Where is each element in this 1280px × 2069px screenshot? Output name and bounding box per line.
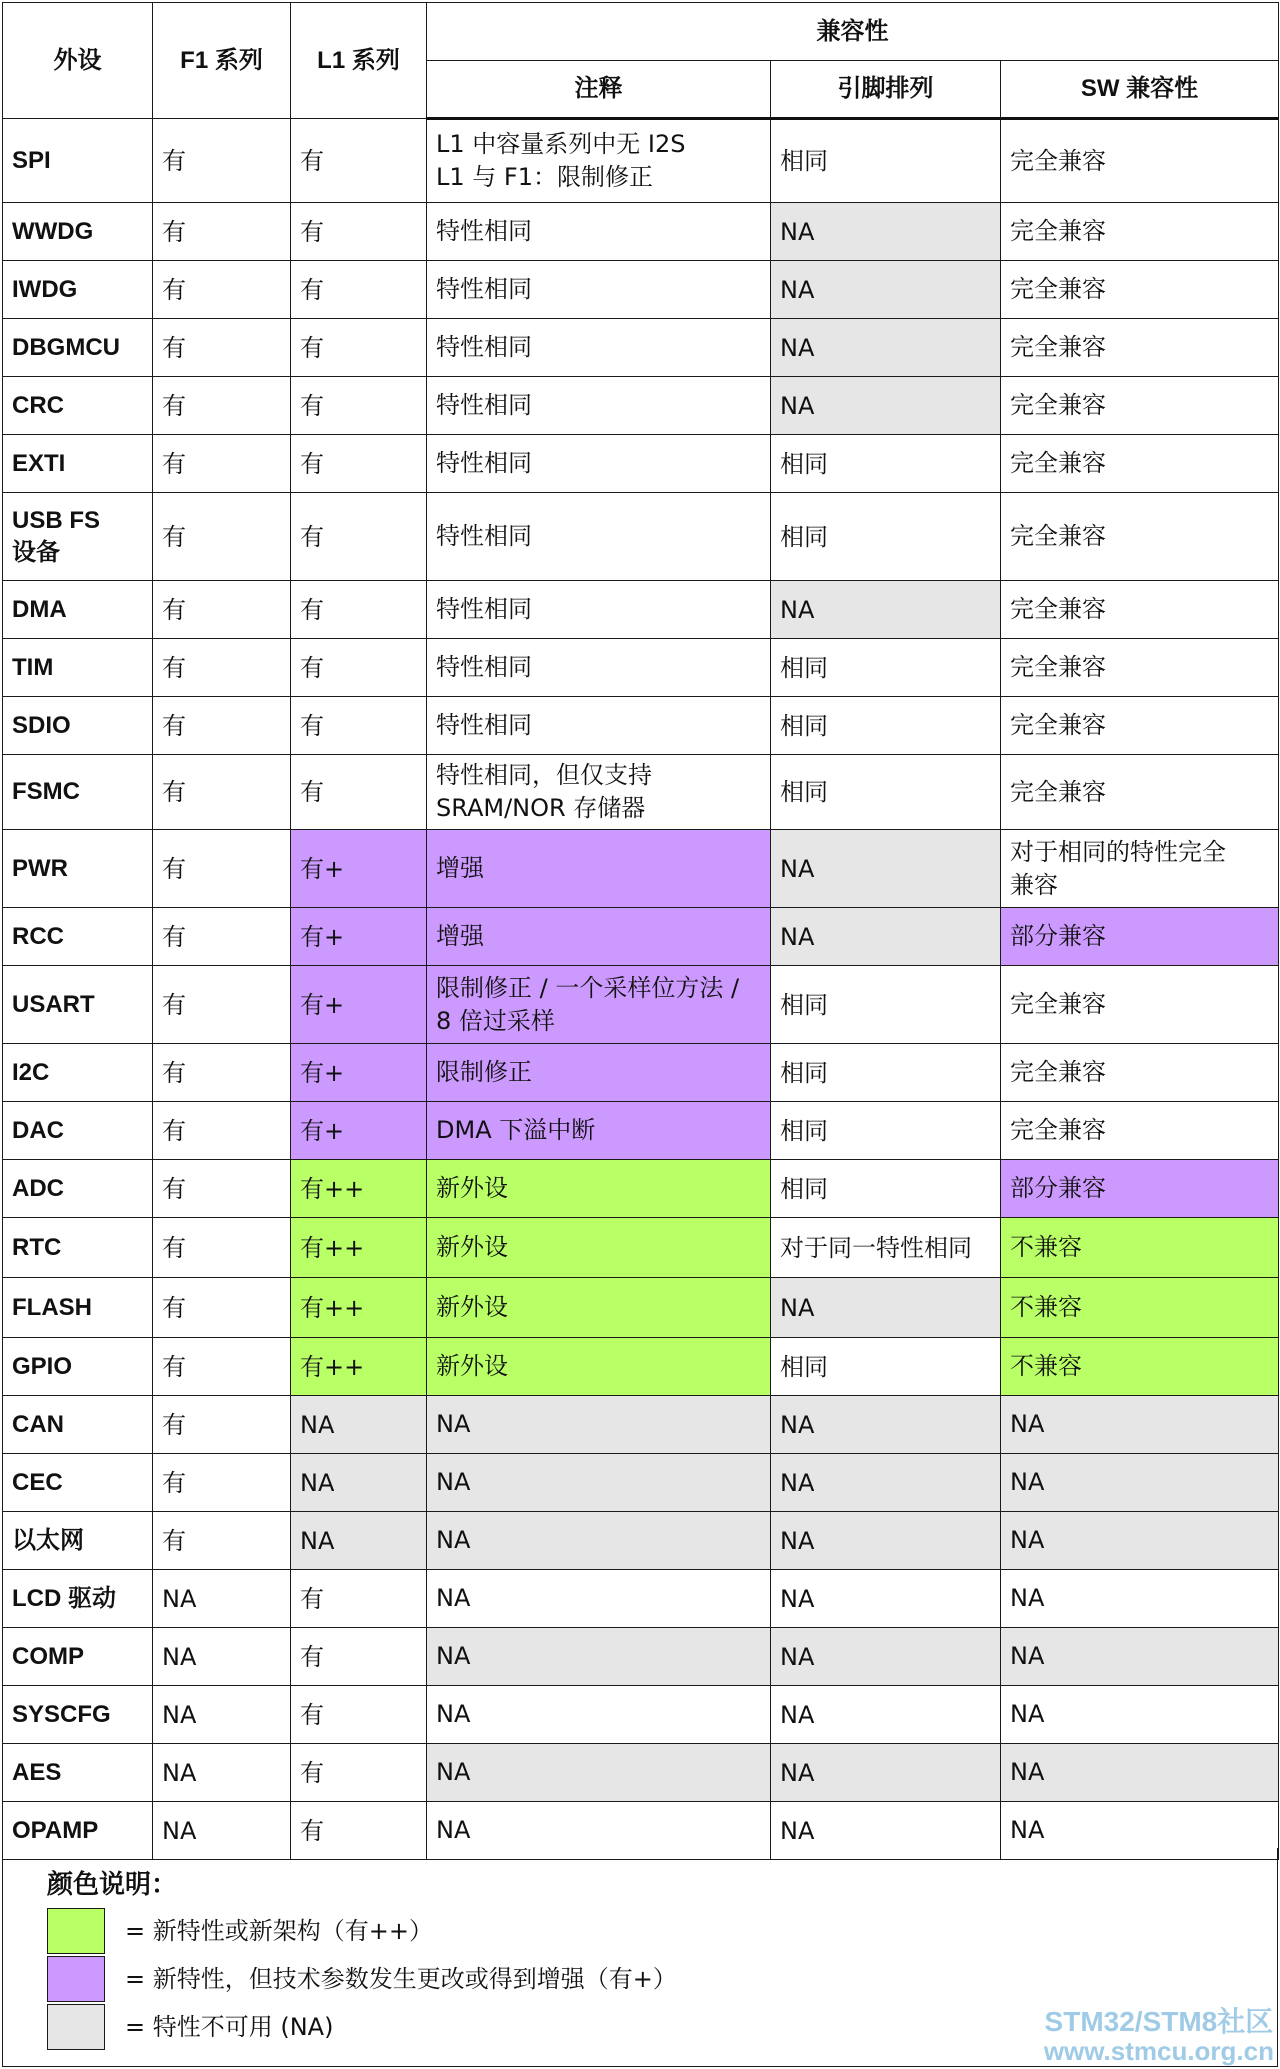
notes-cell (427, 1454, 771, 1512)
notes-cell (427, 319, 771, 377)
sw-compat-cell (1001, 1512, 1279, 1570)
notes-line: 增强 (436, 922, 484, 950)
sw-compat-cell (1001, 1628, 1279, 1686)
l1-availability: 有++ (291, 1160, 427, 1218)
sw-compat-line: 完全兼容 (1010, 1116, 1106, 1144)
notes-cell (427, 1512, 771, 1570)
notes-line: 新外设 (436, 1352, 508, 1380)
pinout-cell: 相同 (771, 755, 1001, 830)
pinout-cell: NA (771, 203, 1001, 261)
sw-compat-line: 完全兼容 (1010, 653, 1106, 681)
l1-availability: 有 (291, 1570, 427, 1628)
table-row (3, 1686, 1279, 1744)
header-sw-compat: SW 兼容性 (1001, 61, 1279, 119)
sw-compat-cell (1001, 435, 1279, 493)
header-l1-series: L1 系列 (291, 3, 427, 119)
l1-availability: 有+ (291, 830, 427, 908)
table-row (3, 755, 1279, 830)
pinout-cell: NA (771, 1512, 1001, 1570)
table-row (3, 966, 1279, 1044)
sw-compat-cell (1001, 966, 1279, 1044)
notes-line: NA (436, 1700, 471, 1728)
sw-compat-line: 部分兼容 (1010, 1174, 1106, 1202)
f1-availability: 有 (153, 1218, 291, 1278)
peripheral-name: DMA (3, 581, 153, 639)
f1-availability: 有 (153, 377, 291, 435)
l1-availability: 有 (291, 581, 427, 639)
f1-availability: NA (153, 1744, 291, 1802)
l1-availability: 有 (291, 1628, 427, 1686)
notes-line: 限制修正 (436, 1058, 532, 1086)
notes-line: DMA 下溢中断 (436, 1116, 596, 1144)
f1-availability: 有 (153, 493, 291, 581)
sw-compat-line: 完全兼容 (1010, 595, 1106, 623)
sw-compat-line: 完全兼容 (1010, 711, 1106, 739)
notes-cell (427, 830, 771, 908)
notes-cell (427, 493, 771, 581)
peripheral-name: FSMC (3, 755, 153, 830)
peripheral-name-line: 设备 (12, 538, 60, 566)
notes-cell (427, 639, 771, 697)
table-row (3, 493, 1279, 581)
pinout-cell: NA (771, 1278, 1001, 1338)
sw-compat-line: NA (1010, 1526, 1045, 1554)
header-peripheral: 外设 (3, 3, 153, 119)
notes-cell (427, 1218, 771, 1278)
sw-compat-line: 完全兼容 (1010, 217, 1106, 245)
sw-compat-cell (1001, 493, 1279, 581)
sw-compat-cell (1001, 697, 1279, 755)
sw-compat-line: 不兼容 (1010, 1233, 1082, 1261)
peripheral-name: 以太网 (3, 1512, 153, 1570)
notes-line: 新外设 (436, 1293, 508, 1321)
peripheral-name-line: USB FS (12, 506, 101, 534)
watermark-line1: STM32/STM8社区 (1044, 2006, 1274, 2037)
peripheral-name: LCD 驱动 (3, 1570, 153, 1628)
f1-availability: 有 (153, 119, 291, 203)
sw-compat-cell (1001, 1338, 1279, 1396)
sw-compat-cell (1001, 1570, 1279, 1628)
notes-cell (427, 1044, 771, 1102)
pinout-cell: 相同 (771, 1044, 1001, 1102)
notes-line: 特性相同 (436, 217, 532, 245)
l1-availability: 有 (291, 697, 427, 755)
notes-line: NA (436, 1758, 471, 1786)
l1-availability: 有 (291, 319, 427, 377)
table-row (3, 1454, 1279, 1512)
table-row (3, 1628, 1279, 1686)
pinout-cell: 相同 (771, 1338, 1001, 1396)
peripheral-name: DBGMCU (3, 319, 153, 377)
l1-availability: NA (291, 1454, 427, 1512)
peripheral-name: SYSCFG (3, 1686, 153, 1744)
pinout-cell: NA (771, 908, 1001, 966)
sw-compat-line: 完全兼容 (1010, 333, 1106, 361)
sw-compat-cell (1001, 639, 1279, 697)
sw-compat-cell (1001, 1396, 1279, 1454)
peripheral-name: CRC (3, 377, 153, 435)
sw-compat-line: 完全兼容 (1010, 449, 1106, 477)
pinout-cell: NA (771, 1396, 1001, 1454)
sw-compat-line: NA (1010, 1410, 1045, 1438)
pinout-cell: 相同 (771, 119, 1001, 203)
f1-availability: 有 (153, 1102, 291, 1160)
f1-availability: 有 (153, 435, 291, 493)
table-row (3, 1570, 1279, 1628)
l1-availability: 有 (291, 377, 427, 435)
l1-availability: 有 (291, 1802, 427, 1860)
l1-availability: 有+ (291, 908, 427, 966)
sw-compat-line: 完全兼容 (1010, 275, 1106, 303)
table-row (3, 1338, 1279, 1396)
sw-compat-line: NA (1010, 1758, 1045, 1786)
notes-line: NA (436, 1526, 471, 1554)
notes-line: NA (436, 1642, 471, 1670)
sw-compat-cell (1001, 755, 1279, 830)
l1-availability: 有 (291, 203, 427, 261)
sw-compat-line: 对于相同的特性完全 (1010, 837, 1226, 866)
legend-text-grey: = 特性不可用 (NA) (125, 2013, 334, 2041)
sw-compat-line: NA (1010, 1700, 1045, 1728)
notes-line: 特性相同 (436, 391, 532, 419)
f1-availability: NA (153, 1802, 291, 1860)
watermark-line2: www.stmcu.org.cn (1043, 2036, 1274, 2066)
sw-compat-cell (1001, 1278, 1279, 1338)
legend-swatch-purple (47, 1956, 105, 2002)
peripheral-name (3, 493, 153, 581)
sw-compat-cell (1001, 203, 1279, 261)
notes-line: NA (436, 1468, 471, 1496)
sw-compat-line: 完全兼容 (1010, 391, 1106, 419)
sw-compat-line: NA (1010, 1816, 1045, 1844)
peripheral-name: AES (3, 1744, 153, 1802)
l1-availability: 有++ (291, 1338, 427, 1396)
sw-compat-line: NA (1010, 1642, 1045, 1670)
sw-compat-line: NA (1010, 1584, 1045, 1612)
peripheral-name: FLASH (3, 1278, 153, 1338)
pinout-cell: NA (771, 830, 1001, 908)
l1-availability: NA (291, 1512, 427, 1570)
table-row (3, 1744, 1279, 1802)
f1-availability: 有 (153, 1454, 291, 1512)
notes-cell (427, 966, 771, 1044)
sw-compat-cell (1001, 261, 1279, 319)
peripheral-name: RTC (3, 1218, 153, 1278)
l1-availability: 有++ (291, 1218, 427, 1278)
table-row (3, 830, 1279, 908)
notes-line: NA (436, 1410, 471, 1438)
sw-compat-cell (1001, 319, 1279, 377)
f1-availability: 有 (153, 830, 291, 908)
table-row (3, 908, 1279, 966)
notes-line: L1 中容量系列中无 I2S (436, 130, 686, 158)
l1-availability: 有 (291, 755, 427, 830)
f1-availability: 有 (153, 261, 291, 319)
notes-line: 限制修正 / 一个采样位方法 / (436, 973, 740, 1002)
l1-availability: 有 (291, 261, 427, 319)
notes-cell (427, 1102, 771, 1160)
pinout-cell: NA (771, 261, 1001, 319)
notes-cell (427, 435, 771, 493)
l1-availability: 有+ (291, 1102, 427, 1160)
sw-compat-line: 完全兼容 (1010, 990, 1106, 1018)
sw-compat-cell (1001, 1454, 1279, 1512)
notes-cell (427, 261, 771, 319)
pinout-cell: NA (771, 1802, 1001, 1860)
f1-availability: NA (153, 1686, 291, 1744)
sw-compat-cell (1001, 119, 1279, 203)
table-row (3, 639, 1279, 697)
f1-availability: 有 (153, 1278, 291, 1338)
f1-availability: 有 (153, 319, 291, 377)
sw-compat-line: 完全兼容 (1010, 146, 1106, 175)
sw-compat-line: 不兼容 (1010, 1293, 1082, 1321)
pinout-cell: 对于同一特性相同 (771, 1218, 1001, 1278)
f1-availability: NA (153, 1628, 291, 1686)
sw-compat-line: NA (1010, 1468, 1045, 1496)
notes-cell (427, 1686, 771, 1744)
notes-line: 8 倍过采样 (436, 1006, 555, 1035)
f1-availability: 有 (153, 755, 291, 830)
table-row (3, 1278, 1279, 1338)
sw-compat-line: 兼容 (1010, 870, 1058, 899)
f1-availability: NA (153, 1570, 291, 1628)
l1-availability: 有+ (291, 966, 427, 1044)
notes-line: 新外设 (436, 1233, 508, 1261)
sw-compat-line: 完全兼容 (1010, 522, 1106, 550)
peripheral-name: I2C (3, 1044, 153, 1102)
pinout-cell: 相同 (771, 639, 1001, 697)
f1-availability: 有 (153, 1160, 291, 1218)
legend-swatch-green (47, 1908, 105, 1954)
peripheral-name: OPAMP (3, 1802, 153, 1860)
notes-line: NA (436, 1584, 471, 1612)
table-body (3, 119, 1279, 1860)
table-row (3, 377, 1279, 435)
notes-line: 特性相同 (436, 595, 532, 623)
pinout-cell: 相同 (771, 435, 1001, 493)
notes-cell (427, 1570, 771, 1628)
notes-cell (427, 697, 771, 755)
peripheral-name: COMP (3, 1628, 153, 1686)
sw-compat-line: 完全兼容 (1010, 777, 1106, 806)
pinout-cell: NA (771, 1570, 1001, 1628)
notes-cell (427, 755, 771, 830)
sw-compat-cell (1001, 1686, 1279, 1744)
sw-compat-cell (1001, 1744, 1279, 1802)
f1-availability: 有 (153, 1396, 291, 1454)
notes-line: 增强 (436, 854, 484, 882)
notes-cell (427, 1278, 771, 1338)
notes-cell (427, 581, 771, 639)
notes-cell (427, 1160, 771, 1218)
table-row (3, 319, 1279, 377)
peripheral-name: CAN (3, 1396, 153, 1454)
header-notes: 注释 (427, 61, 771, 119)
header-compatibility: 兼容性 (427, 3, 1279, 61)
pinout-cell: NA (771, 581, 1001, 639)
notes-cell (427, 377, 771, 435)
l1-availability: NA (291, 1396, 427, 1454)
table-row (3, 1102, 1279, 1160)
notes-line: 特性相同 (436, 653, 532, 681)
l1-availability: 有 (291, 493, 427, 581)
f1-availability: 有 (153, 1338, 291, 1396)
table-row (3, 697, 1279, 755)
legend-title: 颜色说明： (47, 1870, 178, 1900)
l1-availability: 有 (291, 435, 427, 493)
pinout-cell: 相同 (771, 493, 1001, 581)
table-row (3, 119, 1279, 203)
notes-line: NA (436, 1816, 471, 1844)
l1-availability: 有 (291, 1686, 427, 1744)
pinout-cell: 相同 (771, 966, 1001, 1044)
f1-availability: 有 (153, 639, 291, 697)
f1-availability: 有 (153, 966, 291, 1044)
notes-line: 特性相同 (436, 275, 532, 303)
pinout-cell: NA (771, 319, 1001, 377)
sw-compat-cell (1001, 1044, 1279, 1102)
table-row (3, 1512, 1279, 1570)
sw-compat-line: 部分兼容 (1010, 922, 1106, 950)
notes-cell (427, 119, 771, 203)
notes-cell (427, 1338, 771, 1396)
peripheral-name: PWR (3, 830, 153, 908)
sw-compat-cell (1001, 581, 1279, 639)
peripheral-name: CEC (3, 1454, 153, 1512)
pinout-cell: 相同 (771, 1160, 1001, 1218)
f1-availability: 有 (153, 203, 291, 261)
peripheral-compat-table (2, 2, 1279, 1860)
f1-availability: 有 (153, 581, 291, 639)
f1-availability: 有 (153, 1512, 291, 1570)
pinout-cell: NA (771, 1686, 1001, 1744)
f1-availability: 有 (153, 1044, 291, 1102)
notes-line: 特性相同 (436, 333, 532, 361)
peripheral-name: SPI (3, 119, 153, 203)
table-row (3, 581, 1279, 639)
peripheral-name: DAC (3, 1102, 153, 1160)
table-row (3, 1396, 1279, 1454)
l1-availability: 有 (291, 1744, 427, 1802)
peripheral-name: TIM (3, 639, 153, 697)
header-pinout: 引脚排列 (771, 61, 1001, 119)
sw-compat-line: 不兼容 (1010, 1352, 1082, 1380)
notes-line: 特性相同 (436, 449, 532, 477)
notes-line: 新外设 (436, 1174, 508, 1202)
header-f1-series: F1 系列 (153, 3, 291, 119)
notes-line: 特性相同 (436, 522, 532, 550)
notes-line: 特性相同 (436, 711, 532, 739)
sw-compat-cell (1001, 1218, 1279, 1278)
sw-compat-line: 完全兼容 (1010, 1058, 1106, 1086)
peripheral-name: EXTI (3, 435, 153, 493)
pinout-cell: 相同 (771, 697, 1001, 755)
peripheral-name: ADC (3, 1160, 153, 1218)
table-row (3, 1218, 1279, 1278)
notes-line: 特性相同，但仅支持 (436, 761, 652, 789)
pinout-cell: NA (771, 1628, 1001, 1686)
sw-compat-cell (1001, 908, 1279, 966)
peripheral-name: GPIO (3, 1338, 153, 1396)
notes-line: L1 与 F1：限制修正 (436, 163, 653, 191)
sw-compat-cell (1001, 1160, 1279, 1218)
peripheral-name: IWDG (3, 261, 153, 319)
pinout-cell: 相同 (771, 1102, 1001, 1160)
legend-text-green: = 新特性或新架构（有++） (125, 1917, 433, 1945)
peripheral-name: WWDG (3, 203, 153, 261)
sw-compat-cell (1001, 377, 1279, 435)
notes-cell (427, 203, 771, 261)
notes-cell (427, 1744, 771, 1802)
peripheral-name: SDIO (3, 697, 153, 755)
l1-availability: 有 (291, 119, 427, 203)
f1-availability: 有 (153, 697, 291, 755)
l1-availability: 有+ (291, 1044, 427, 1102)
table-row (3, 203, 1279, 261)
table-row (3, 435, 1279, 493)
legend-swatch-grey (47, 2004, 105, 2050)
l1-availability: 有++ (291, 1278, 427, 1338)
pinout-cell: NA (771, 377, 1001, 435)
f1-availability: 有 (153, 908, 291, 966)
table-row (3, 1160, 1279, 1218)
notes-cell (427, 1396, 771, 1454)
pinout-cell: NA (771, 1454, 1001, 1512)
peripheral-name: USART (3, 966, 153, 1044)
pinout-cell: NA (771, 1744, 1001, 1802)
l1-availability: 有 (291, 639, 427, 697)
peripheral-name: RCC (3, 908, 153, 966)
legend-text-purple: = 新特性，但技术参数发生更改或得到增强（有+） (125, 1965, 677, 1993)
table-row (3, 261, 1279, 319)
sw-compat-cell (1001, 1102, 1279, 1160)
notes-cell (427, 908, 771, 966)
table-row (3, 1044, 1279, 1102)
notes-cell (427, 1628, 771, 1686)
notes-line: SRAM/NOR 存储器 (436, 794, 646, 822)
site-watermark (1044, 2007, 1274, 2065)
sw-compat-cell (1001, 830, 1279, 908)
